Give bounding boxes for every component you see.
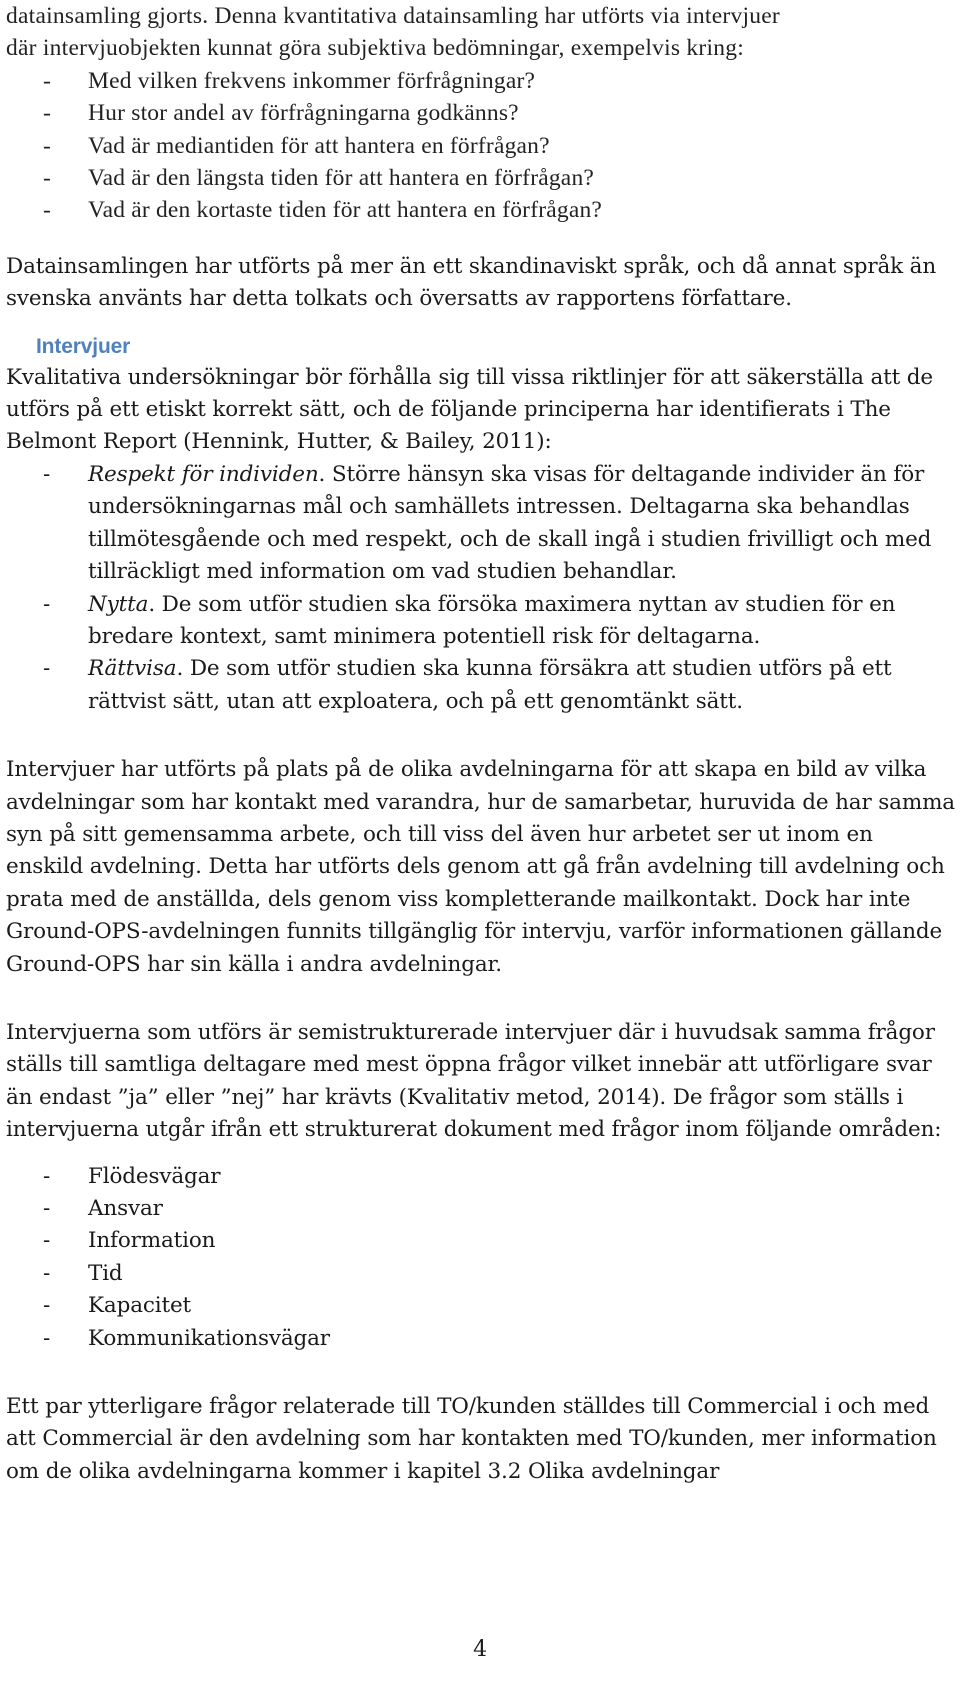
document-page [6, 0, 956, 1488]
list-item: - Vad är den kortaste tiden för att hantera en förfrågan? [43, 197, 603, 224]
principle-item: - Respekt för individen. Större hänsyn ska visas för deltagande individer än för undersökningarnas mål och samhällets intressen. Deltagarna ska behandlas tillmötesgående och med respekt, och de skall ingå i studien frivilligt och med tillräckligt med information om vad studien behandlar. [43, 461, 932, 585]
list-item: - Med vilken frekvens inkommer förfrågningar? [43, 67, 536, 94]
list-item: - Kapacitet [43, 1293, 192, 1319]
list-item: - Kommunikationsvägar [43, 1325, 330, 1351]
translation-paragraph: Datainsamlingen har utförts på mer än ett skandinaviskt språk, och då annat språk än svenska använts har detta tolkats och översatts av rapportens författare. [6, 253, 937, 312]
section-intro-paragraph: Kvalitativa undersökningar bör förhålla sig till vissa riktlinjer för att säkerställa att de utförs på ett etiskt korrekt sätt, och de följande principerna har identifierats i The Belmont Report (Hennink, Hutter, & Bailey, 2011): [6, 364, 933, 455]
list-item: - Information [43, 1228, 216, 1254]
page-number: 4 [473, 1637, 487, 1662]
commercial-paragraph: Ett par ytterligare frågor relaterade till TO/kunden ställdes till Commercial i och med att Commercial är den avdelning som har kontakten med TO/kunden, mer information om de olika avdelningarna kommer i kapitel 3.2 Olika avdelningar [6, 1394, 937, 1484]
list-item: - Hur stor andel av förfrågningarna godkänns? [43, 100, 519, 127]
quantitative-question-list [6, 65, 956, 227]
list-item: - Vad är den längsta tiden för att hantera en förfrågan? [43, 165, 595, 192]
interview-areas-list [6, 1161, 956, 1355]
list-item: - Tid [43, 1260, 123, 1286]
semistructured-paragraph: Intervjuerna som utförs är semistrukturerade intervjuer där i huvudsak samma frågor ställs till samtliga deltagare med mest öppna frågor vilket innebär att utförligare svar än endast ”ja” eller ”nej” har krävts (Kvalitativ metod, 2014). De frågor som ställs i intervjuerna utgår ifrån ett strukturerat dokument med frågor inom följande områden: [6, 1019, 942, 1143]
principle-term: Rättvisa [88, 656, 177, 682]
intro-line-2: där intervjuobjekten kunnat göra subjektiva bedömningar, exempelvis kring: [6, 35, 745, 62]
section-heading: Intervjuer [36, 334, 131, 358]
principle-term: Respekt för individen [88, 461, 319, 487]
list-item: - Flödesvägar [43, 1163, 221, 1189]
list-item: - Ansvar [43, 1196, 163, 1221]
principle-term: Nytta [88, 591, 149, 617]
principle-item: - Rättvisa. De som utför studien ska kunna försäkra att studien utförs på ett rättvist sätt, utan att exploatera, och på ett genomtänkt sätt. [43, 656, 892, 714]
intro-line-1: datainsamling gjorts. Denna kvantitativa datainsamling har utförts via intervjuer [6, 3, 781, 29]
principles-list [6, 459, 956, 718]
onsite-interviews-paragraph: Intervjuer har utförts på plats på de olika avdelningarna för att skapa en bild av vilka avdelningar som har kontakt med varandra, hur de samarbetar, huruvida de har samma syn på sitt gemensamma arbete, och till viss del även hur arbetet ser ut inom en enskild avdelning. Detta har utförts dels genom att gå från avdelning till avdelning och prata med de anställda, dels genom viss kompletterande mailkontakt. Dock har inte Ground-OPS-avdelningen funnits tillgänglig för intervju, varför informationen gällande Ground-OPS har sin källa i andra avdelningar. [6, 757, 955, 977]
list-item: - Vad är mediantiden för att hantera en förfrågan? [43, 132, 550, 159]
principle-item: - Nytta. De som utför studien ska försöka maximera nyttan av studien för en bredare kontext, samt minimera potentiell risk för deltagarna. [43, 591, 896, 649]
